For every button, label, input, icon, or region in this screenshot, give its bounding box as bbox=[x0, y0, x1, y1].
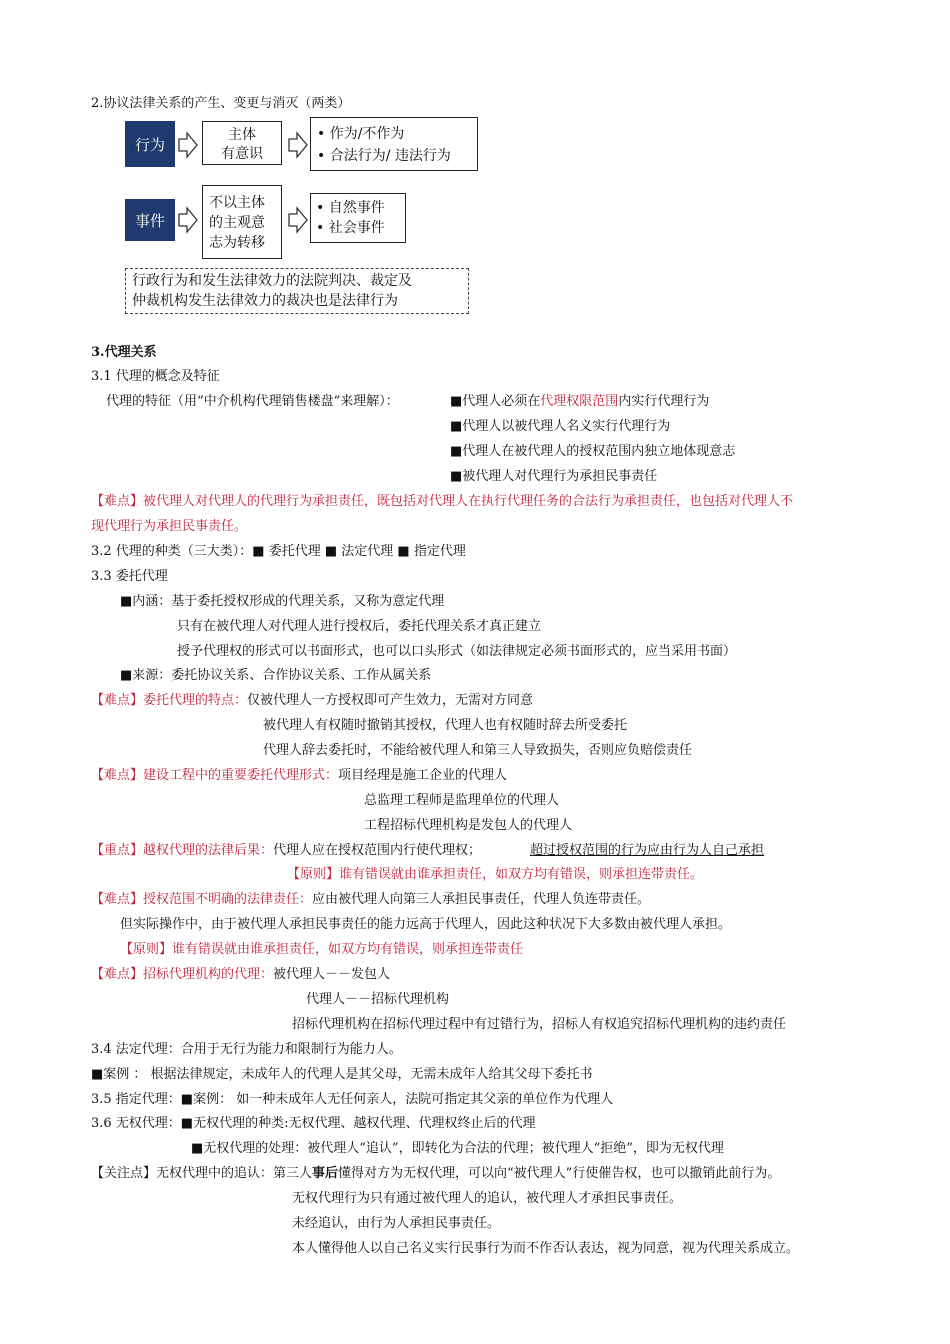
legal-act-note bbox=[125, 268, 469, 314]
s36-heading: 3.6 无权代理：■无权代理的种类:无权代理、越权代理、代理权终止后的代理 bbox=[91, 1116, 536, 1131]
row1-middle-line1: 主体 bbox=[228, 127, 256, 143]
s35-heading: 3.5 指定代理：■案例： 如一种未成年人无任何亲人，法院可指定其父亲的单位作为代理人 bbox=[91, 1092, 614, 1107]
focus-point-c: 未经追认，由行为人承担民事责任。 bbox=[292, 1216, 501, 1231]
note-line1: 行政行为和发生法律效力的法院判决、裁定及 bbox=[132, 273, 412, 289]
row1-result-box bbox=[310, 117, 478, 171]
s32-heading: 3.2 代理的种类（三大类）：■ 委托代理 ■ 法定代理 ■ 指定代理 bbox=[91, 544, 466, 559]
difficulty-2-b: 被代理人有权随时撤销其授权，代理人也有权随时辞去所受委托 bbox=[263, 718, 628, 733]
difficulty-1-line1: 【难点】被代理人对代理人的代理行为承担责任，既包括对代理人在执行代理任务的合法行为承担责任，也包括对代理人不 bbox=[91, 494, 794, 509]
s31-heading: 3.1 代理的概念及特征 bbox=[91, 369, 220, 384]
section2-heading: 2.协议法律关系的产生、变更与消灭（两类） bbox=[91, 96, 351, 111]
arrow-right-icon bbox=[177, 131, 199, 159]
feature-3: ■代理人在被代理人的授权范围内独立地体现意志 bbox=[450, 444, 736, 459]
difficulty-5-a: 被代理人－－发包人 bbox=[273, 967, 391, 982]
focus-point-d: 本人懂得他人以自己名义实行民事行为而不作否认表达，视为同意，视为代理关系成立。 bbox=[292, 1241, 800, 1256]
row1-label: 行为 bbox=[125, 121, 175, 167]
s36-handling: ■无权代理的处理：被代理人“追认”，即转化为合法的代理；被代理人“拒绝”，即为无权代理 bbox=[191, 1141, 724, 1156]
difficulty-2-a: 仅被代理人一方授权即可产生效力，无需对方同意 bbox=[247, 693, 534, 708]
key-point-1 bbox=[91, 841, 481, 861]
row2-middle-line1: 不以主体 bbox=[209, 195, 265, 211]
row2-middle-line2: 的主观意 bbox=[209, 215, 265, 231]
difficulty-5 bbox=[91, 965, 390, 985]
feature-1-highlight: 代理权限范围 bbox=[540, 394, 619, 409]
row2-label: 事件 bbox=[125, 199, 175, 241]
case-1: ■案例 ： 根据法律规定，未成年人的代理人是其父母，无需未成年人给其父母下委托书 bbox=[91, 1067, 593, 1082]
feature-1-post: 内实行代理行为 bbox=[618, 394, 710, 409]
key-point-1-a: 代理人应在授权范围内行使代理权； bbox=[273, 843, 482, 858]
note-line2: 仲裁机构发生法律效力的裁决也是法律行为 bbox=[132, 293, 398, 309]
row2-bullet2: • 社会事件 bbox=[316, 220, 385, 236]
focus-point bbox=[91, 1164, 780, 1184]
difficulty-1-line2: 现代理行为承担民事责任。 bbox=[91, 519, 248, 534]
row1-bullet1: • 作为/不作为 bbox=[317, 126, 405, 142]
focus-point-b: 无权代理行为只有通过被代理人的追认，被代理人才承担民事责任。 bbox=[292, 1191, 683, 1206]
difficulty-4 bbox=[91, 890, 650, 910]
s33-heading: 3.3 委托代理 bbox=[91, 569, 168, 584]
feature-1-pre: ■代理人必须在 bbox=[450, 394, 541, 409]
row2-middle-line3: 志为转移 bbox=[209, 235, 265, 251]
difficulty-3-c: 工程招标代理机构是发包人的代理人 bbox=[364, 818, 573, 833]
difficulty-3-a: 项目经理是施工企业的代理人 bbox=[338, 768, 508, 783]
row1-middle-box bbox=[202, 121, 282, 165]
key-point-1-label: 【重点】越权代理的法律后果： bbox=[91, 843, 274, 858]
difficulty-3 bbox=[91, 766, 507, 786]
arrow-right-icon bbox=[177, 206, 199, 234]
row1-middle-line2: 有意识 bbox=[221, 146, 263, 162]
difficulty-5-b: 代理人－－招标代理机构 bbox=[306, 992, 450, 1007]
difficulty-2 bbox=[91, 691, 533, 711]
difficulty-4-a: 应由被代理人向第三人承担民事责任，代理人负连带责任。 bbox=[312, 892, 651, 907]
difficulty-2-label: 【难点】委托代理的特点： bbox=[91, 693, 248, 708]
difficulty-3-label: 【难点】建设工程中的重要委托代理形式： bbox=[91, 768, 339, 783]
key-point-1-principle: 【原则】谁有错误就由谁承担责任，如双方均有错误，则承担连带责任。 bbox=[287, 867, 704, 882]
arrow-right-icon bbox=[287, 206, 309, 234]
difficulty-4-b: 但实际操作中，由于被代理人承担民事责任的能力远高于代理人，因此这种状况下大多数由被代理人承担。 bbox=[120, 917, 732, 932]
arrow-right-icon bbox=[287, 131, 309, 159]
feature-1 bbox=[450, 392, 709, 412]
row2-bullet1: • 自然事件 bbox=[316, 200, 385, 216]
neihan: ■内涵：基于委托授权形成的代理关系，又称为意定代理 bbox=[120, 594, 445, 609]
laiyuan: ■来源：委托协议关系、合作协议关系、工作从属关系 bbox=[120, 668, 432, 683]
key-point-1-b: 超过授权范围的行为应由行为人自己承担 bbox=[530, 843, 765, 858]
neihan-2: 只有在被代理人对代理人进行授权后，委托代理关系才真正建立 bbox=[177, 619, 542, 634]
difficulty-5-label: 【难点】招标代理机构的代理： bbox=[91, 967, 274, 982]
row2-middle-box bbox=[202, 185, 282, 259]
neihan-3: 授予代理权的形式可以书面形式，也可以口头形式（如法律规定必须书面形式的，应当采用书面） bbox=[177, 644, 737, 659]
difficulty-3-b: 总监理工程师是监理单位的代理人 bbox=[364, 793, 560, 808]
difficulty-2-c: 代理人辞去委托时，不能给被代理人和第三人导致损失，否则应负赔偿责任 bbox=[263, 743, 693, 758]
features-intro: 代理的特征（用“中介机构代理销售楼盘”来理解）： bbox=[106, 394, 399, 409]
difficulty-5-c: 招标代理机构在招标代理过程中有过错行为，招标人有权追究招标代理机构的违约责任 bbox=[292, 1017, 787, 1032]
focus-point-pre: 【关注点】无权代理中的追认：第三人 bbox=[91, 1166, 313, 1181]
row2-result-box bbox=[310, 193, 406, 243]
feature-2: ■代理人以被代理人名义实行代理行为 bbox=[450, 419, 671, 434]
s34-heading: 3.4 法定代理：合用于无行为能力和限制行为能力人。 bbox=[91, 1042, 402, 1057]
focus-point-bold: 事后 bbox=[312, 1166, 339, 1181]
section3-heading: 3.代理关系 bbox=[91, 345, 157, 360]
difficulty-4-label: 【难点】授权范围不明确的法律责任： bbox=[91, 892, 313, 907]
focus-point-post: 懂得对方为无权代理，可以向“被代理人”行使催告权，也可以撤销此前行为。 bbox=[338, 1166, 781, 1181]
row1-bullet2: • 合法行为/ 违法行为 bbox=[317, 148, 451, 164]
feature-4: ■被代理人对代理行为承担民事责任 bbox=[450, 469, 658, 484]
difficulty-4-principle: 【原则】谁有错误就由谁承担责任，如双方均有错误，则承担连带责任 bbox=[120, 942, 524, 957]
